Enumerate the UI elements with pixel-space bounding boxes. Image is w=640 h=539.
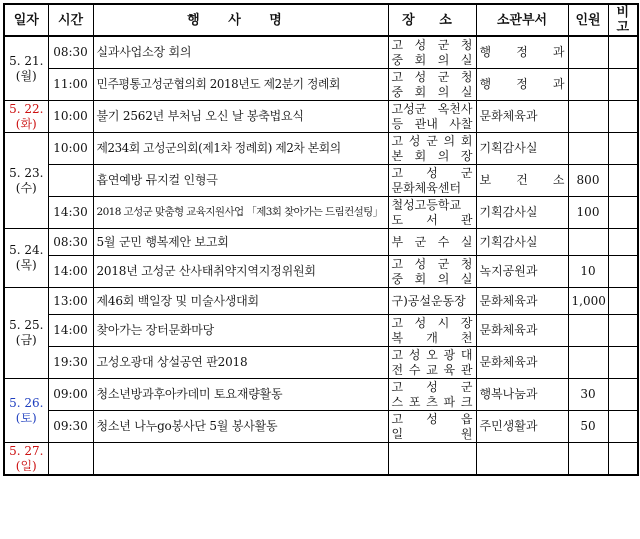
time-cell: 09:30	[48, 411, 93, 443]
time-cell: 09:00	[48, 379, 93, 411]
place-line: 중 회 의 실	[391, 52, 473, 67]
place-cell	[388, 315, 476, 347]
place-line: 고 성 군	[391, 165, 473, 180]
place-cell	[388, 133, 476, 165]
note-cell	[608, 411, 638, 443]
place-line: 고 성 군 의 회	[391, 133, 473, 148]
place-line: 고 성 읍	[391, 411, 473, 426]
date-cell	[4, 101, 48, 133]
place-line: 고 성 군 청	[391, 69, 473, 84]
dept-cell: 문화체육과	[476, 288, 568, 315]
event-cell: 불기 2562년 부처님 오신 날 봉축법요식	[93, 101, 388, 133]
time-cell: 08:30	[48, 229, 93, 256]
place-line: 중 회 의 실	[391, 271, 473, 286]
table-row	[4, 379, 638, 411]
place-line: 본 회 의 장	[391, 148, 473, 163]
place-line: 고성군 옥천사	[391, 101, 473, 116]
place-line: 스 포 츠 파 크	[391, 394, 473, 409]
event-cell: 제234회 고성군의회(제1차 정례회) 제2차 본회의	[93, 133, 388, 165]
date-text: 5. 22.	[9, 101, 44, 116]
note-cell	[608, 288, 638, 315]
table-row	[4, 347, 638, 379]
date-cell	[4, 36, 48, 101]
date-text: 5. 24.	[9, 243, 44, 257]
date-cell	[4, 133, 48, 229]
date-cell	[4, 288, 48, 379]
table-row	[4, 315, 638, 347]
table-row	[4, 165, 638, 197]
event-cell: 민주평통고성군협의회 2018년도 제2분기 정례회	[93, 69, 388, 101]
place-line: 철성고등학교	[391, 197, 462, 212]
note-cell	[608, 315, 638, 347]
weekday-text: (금)	[15, 333, 37, 347]
dept-cell: 문화체육과	[476, 101, 568, 133]
time-cell: 14:00	[48, 315, 93, 347]
event-cell: 청소년방과후아카데미 토요재량활동	[93, 379, 388, 411]
table-row	[4, 197, 638, 229]
weekday-text: (목)	[15, 258, 37, 272]
event-cell	[93, 443, 388, 476]
place-line: 부 군 수 실	[391, 234, 473, 249]
event-cell: 2018 고성군 맞춤형 교육지원사업 「제3회 찾아가는 드림컨설팅」	[93, 197, 388, 229]
count-cell	[568, 36, 608, 69]
time-cell: 14:00	[48, 256, 93, 288]
note-cell	[608, 36, 638, 69]
note-cell	[608, 133, 638, 165]
time-cell	[48, 165, 93, 197]
weekday-text: (화)	[15, 116, 37, 131]
table-row	[4, 443, 638, 476]
place-line: 문화체육센터	[391, 180, 462, 195]
place-line: 구)공설운동장	[391, 293, 466, 308]
place-line: 등 관내 사찰	[391, 116, 473, 131]
count-cell: 800	[568, 165, 608, 197]
note-cell	[608, 347, 638, 379]
header-count: 인원	[568, 4, 608, 36]
dept-cell: 기획감사실	[476, 133, 568, 165]
date-cell	[4, 229, 48, 288]
place-cell	[388, 165, 476, 197]
date-cell	[4, 443, 48, 476]
place-cell	[388, 36, 476, 69]
schedule-table	[3, 3, 639, 476]
note-cell	[608, 229, 638, 256]
place-cell	[388, 256, 476, 288]
event-cell: 2018년 고성군 산사태취약지역지정위원회	[93, 256, 388, 288]
time-cell: 10:00	[48, 133, 93, 165]
count-cell	[568, 443, 608, 476]
count-cell	[568, 69, 608, 101]
place-cell	[388, 101, 476, 133]
place-cell	[388, 347, 476, 379]
count-cell: 30	[568, 379, 608, 411]
weekday-text: (일)	[15, 458, 37, 473]
event-cell: 찾아가는 장터문화마당	[93, 315, 388, 347]
date-text: 5. 21.	[9, 53, 44, 68]
weekday-text: (토)	[15, 410, 37, 425]
note-cell	[608, 197, 638, 229]
note-cell	[608, 69, 638, 101]
time-cell: 10:00	[48, 101, 93, 133]
time-cell: 13:00	[48, 288, 93, 315]
dept-cell: 문화체육과	[476, 347, 568, 379]
place-line: 고 성 군 청	[391, 37, 473, 52]
count-cell: 100	[568, 197, 608, 229]
place-line: 일 원	[391, 426, 473, 441]
count-cell: 1,000	[568, 288, 608, 315]
place-line: 복 개 천	[391, 330, 473, 345]
date-text: 5. 26.	[9, 395, 44, 410]
note-cell	[608, 443, 638, 476]
note-cell	[608, 101, 638, 133]
weekday-text: (월)	[15, 68, 37, 83]
schedule-document	[3, 3, 637, 536]
table-row	[4, 288, 638, 315]
header-row	[4, 4, 638, 36]
dept-cell: 문화체육과	[476, 315, 568, 347]
header-event: 행 사 명	[93, 4, 388, 36]
table-row	[4, 411, 638, 443]
weekday-text: (수)	[15, 180, 37, 195]
place-line: 고 성 군 청	[391, 256, 473, 271]
count-cell	[568, 315, 608, 347]
table-row	[4, 133, 638, 165]
place-cell	[388, 69, 476, 101]
count-cell: 50	[568, 411, 608, 443]
event-cell: 제46회 백일장 및 미술사생대회	[93, 288, 388, 315]
time-cell: 19:30	[48, 347, 93, 379]
event-cell: 청소년 나누go봉사단 5월 봉사활동	[93, 411, 388, 443]
event-cell: 흡연예방 뮤지컬 인형극	[93, 165, 388, 197]
header-dept: 소관부서	[476, 4, 568, 36]
table-row	[4, 69, 638, 101]
dept-cell: 녹지공원과	[476, 256, 568, 288]
place-line: 도 서 관	[391, 212, 473, 227]
date-text: 5. 25.	[9, 318, 44, 332]
table-row	[4, 36, 638, 69]
count-cell	[568, 101, 608, 133]
dept-cell: 행복나눔과	[476, 379, 568, 411]
event-cell: 실과사업소장 회의	[93, 36, 388, 69]
table-row	[4, 256, 638, 288]
dept-cell: 주민생활과	[476, 411, 568, 443]
note-cell	[608, 379, 638, 411]
count-cell	[568, 229, 608, 256]
event-cell: 5월 군민 행복제안 보고회	[93, 229, 388, 256]
place-cell	[388, 443, 476, 476]
note-cell	[608, 165, 638, 197]
header-date: 일자	[4, 4, 48, 36]
header-place: 장 소	[388, 4, 476, 36]
count-cell	[568, 133, 608, 165]
dept-cell	[476, 443, 568, 476]
dept-cell: 행 정 과	[476, 69, 568, 101]
table-row	[4, 101, 638, 133]
count-cell	[568, 347, 608, 379]
time-cell: 11:00	[48, 69, 93, 101]
note-cell	[608, 256, 638, 288]
header-time: 시간	[48, 4, 93, 36]
dept-cell: 기획감사실	[476, 229, 568, 256]
place-line: 중 회 의 실	[391, 84, 473, 99]
time-cell: 08:30	[48, 36, 93, 69]
event-cell: 고성오광대 상설공연 판2018	[93, 347, 388, 379]
place-line: 고 성 시 장	[391, 315, 473, 330]
place-line: 고 성 군	[391, 379, 473, 394]
time-cell	[48, 443, 93, 476]
date-text: 5. 23.	[9, 165, 44, 180]
table-row	[4, 229, 638, 256]
header-note: 비고	[608, 4, 638, 36]
dept-cell: 보 건 소	[476, 165, 568, 197]
count-cell: 10	[568, 256, 608, 288]
dept-cell: 기획감사실	[476, 197, 568, 229]
date-text: 5. 27.	[9, 443, 44, 458]
place-cell	[388, 197, 476, 229]
place-line: 고 성 오 광 대	[391, 347, 473, 362]
place-cell	[388, 379, 476, 411]
time-cell: 14:30	[48, 197, 93, 229]
place-cell	[388, 229, 476, 256]
place-line: 전 수 교 육 관	[391, 362, 473, 377]
date-cell	[4, 379, 48, 443]
dept-cell: 행 정 과	[476, 36, 568, 69]
place-cell	[388, 411, 476, 443]
place-cell	[388, 288, 476, 315]
